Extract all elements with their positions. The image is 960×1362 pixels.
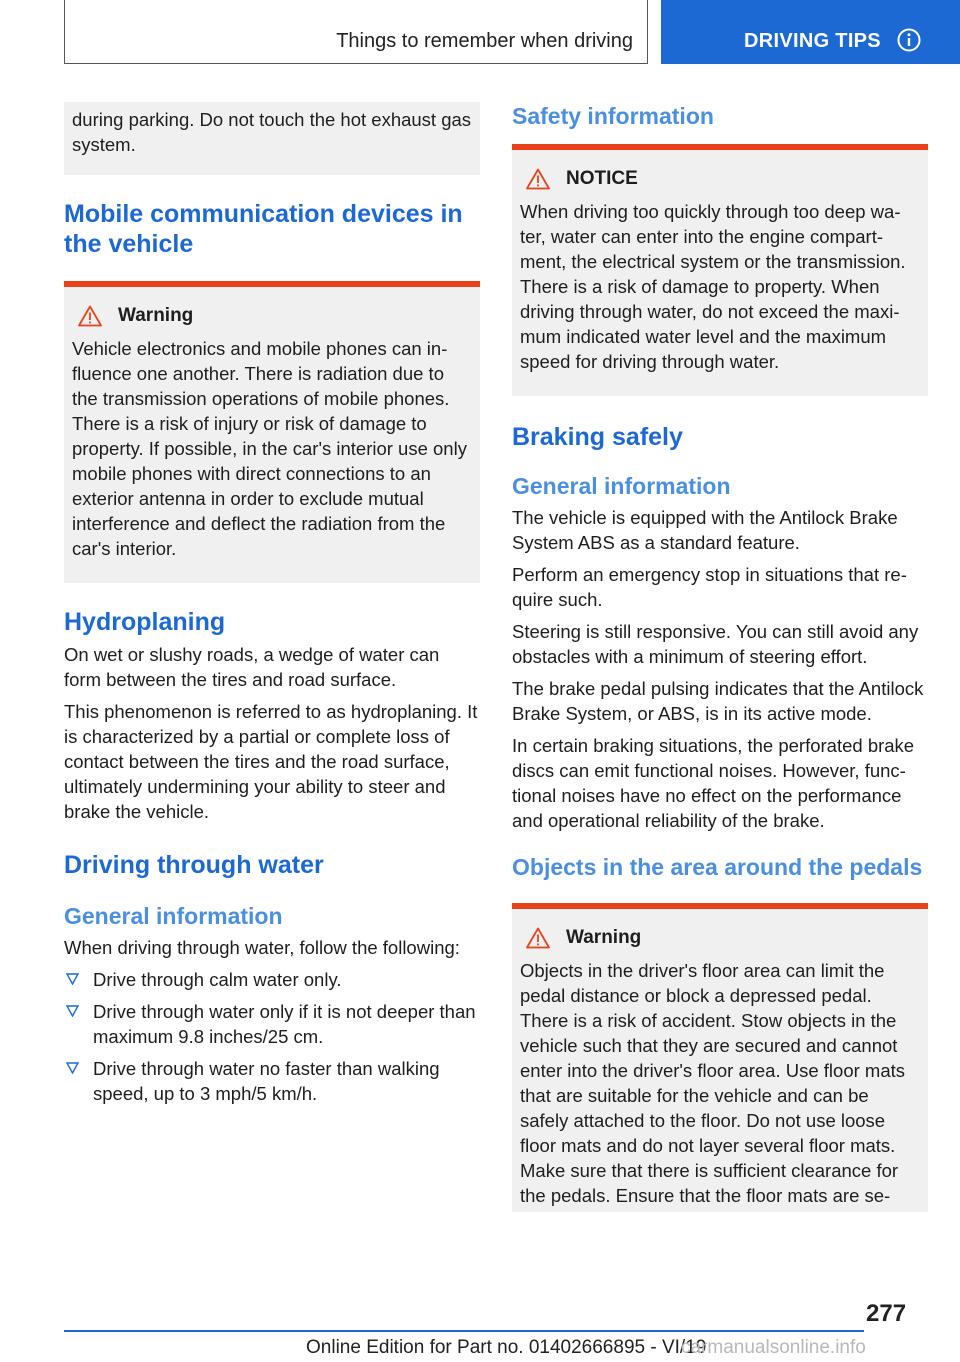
continued-note-box [64,102,480,175]
notice-text: When driving too quickly through too deep water, water can enter into the engine compartment, the electrical system or the transmission. There is a risk of damage to property. When driving through water, do not exceed the maximum indicated water level and the maximum speed for driving through water. [520,201,906,372]
footer-edition-text: Online Edition for Part no. 01402666895 - VI/19 [306,1337,707,1358]
notice-box [512,144,928,396]
list-item [64,999,480,1049]
warning-triangle-icon [78,305,102,327]
braking-paragraph-4: The brake pedal pulsing indicates that the Antilock Brake System, or ABS, is in its active mode. [512,678,924,724]
list-item-text: Drive through water only if it is not deeper than maximum 9.8 inches/25 cm. [93,1001,476,1047]
hydroplaning-heading: Hydroplaning [64,608,226,636]
triangle-bullet-icon [66,1005,79,1017]
mobile-warning-box [64,281,480,583]
pedals-warning-text: Objects in the driver's floor area can limit the pedal distance or block a depressed pedal. There is a risk of accident. Stow objects in the vehicle such that they are secured and cannot enter into the driver's floor area. Use floor mats that are suitable for the vehicle and can be safely attached to the floor. Do not use loose floor mats and do not layer several floor mats. Make sure that there is sufficient clearance for the pedals. Ensure that the floor mats are se- [520,960,906,1206]
triangle-bullet-icon [66,973,79,985]
info-icon [897,28,921,52]
braking-paragraph-1: The vehicle is equipped with the Antilock Brake System ABS as a standard feature. [512,507,898,553]
braking-paragraph-2: Perform an emergency stop in situations that require such. [512,564,907,610]
header-chapter-title: DRIVING TIPS [744,30,881,52]
header-section-title: Things to remember when driving [336,30,633,52]
triangle-bullet-icon [66,1062,79,1074]
right-column [512,102,928,1212]
pedals-warning-header [520,927,920,949]
warning-triangle-icon [526,927,550,949]
mobile-warning-label: Warning [118,305,194,326]
mobile-devices-heading: Mobile communication devices in the vehicle [64,200,463,258]
water-general-info-heading: General information [64,903,283,929]
mobile-warning-text: Vehicle electronics and mobile phones can influence one another. There is radiation due to the transmission operations of mobile phones. There is a risk of injury or risk of damage to property. If possible, in the car's interior use only mobile phones with direct connections to an exterior antenna in order to exclude mutual interference and deflect the radiation from the car's interior. [72,338,467,559]
safety-info-heading: Safety information [512,103,714,129]
list-item-text: Drive through water no faster than walking speed, up to 3 mph/5 km/h. [93,1058,440,1104]
page-number: 277 [866,1300,907,1327]
footer-divider [64,1330,864,1332]
footer-watermark: carmanualsonline.info [681,1337,866,1358]
notice-label: NOTICE [566,168,638,189]
braking-paragraph-3: Steering is still responsive. You can still avoid any obstacles with a minimum of steering effort. [512,621,919,667]
hydroplaning-paragraph-2: This phenomenon is referred to as hydroplaning. It is characterized by a partial or complete loss of contact between the tires and the road surface, ultimately undermining your ability to steer and brake the vehicle. [64,701,478,822]
header-section-box [64,0,648,64]
pedals-heading: Objects in the area around the pedals [512,854,923,880]
water-rules-list [64,967,480,1106]
pedals-warning-label: Warning [566,927,642,948]
continued-note-text: during parking. Do not touch the hot exhaust gas system. [72,109,472,155]
list-item-text: Drive through calm water only. [93,969,342,990]
mobile-warning-header [72,305,472,327]
left-column [64,102,480,1113]
notice-header [520,168,920,190]
braking-general-info-heading: General information [512,473,731,499]
list-item [64,1056,480,1106]
warning-triangle-icon [526,168,550,190]
water-intro-text: When driving through water, follow the following: [64,937,460,958]
braking-heading: Braking safely [512,423,683,451]
driving-water-heading: Driving through water [64,851,324,879]
list-item [64,967,480,992]
pedals-warning-box [512,903,928,1212]
hydroplaning-paragraph-1: On wet or slushy roads, a wedge of water can form between the tires and road surface. [64,644,440,690]
braking-paragraph-5: In certain braking situations, the perforated brake discs can emit functional noises. However, functional noises have no effect on the performance and operational reliability of the brake. [512,735,915,831]
header-chapter-box [661,0,960,64]
